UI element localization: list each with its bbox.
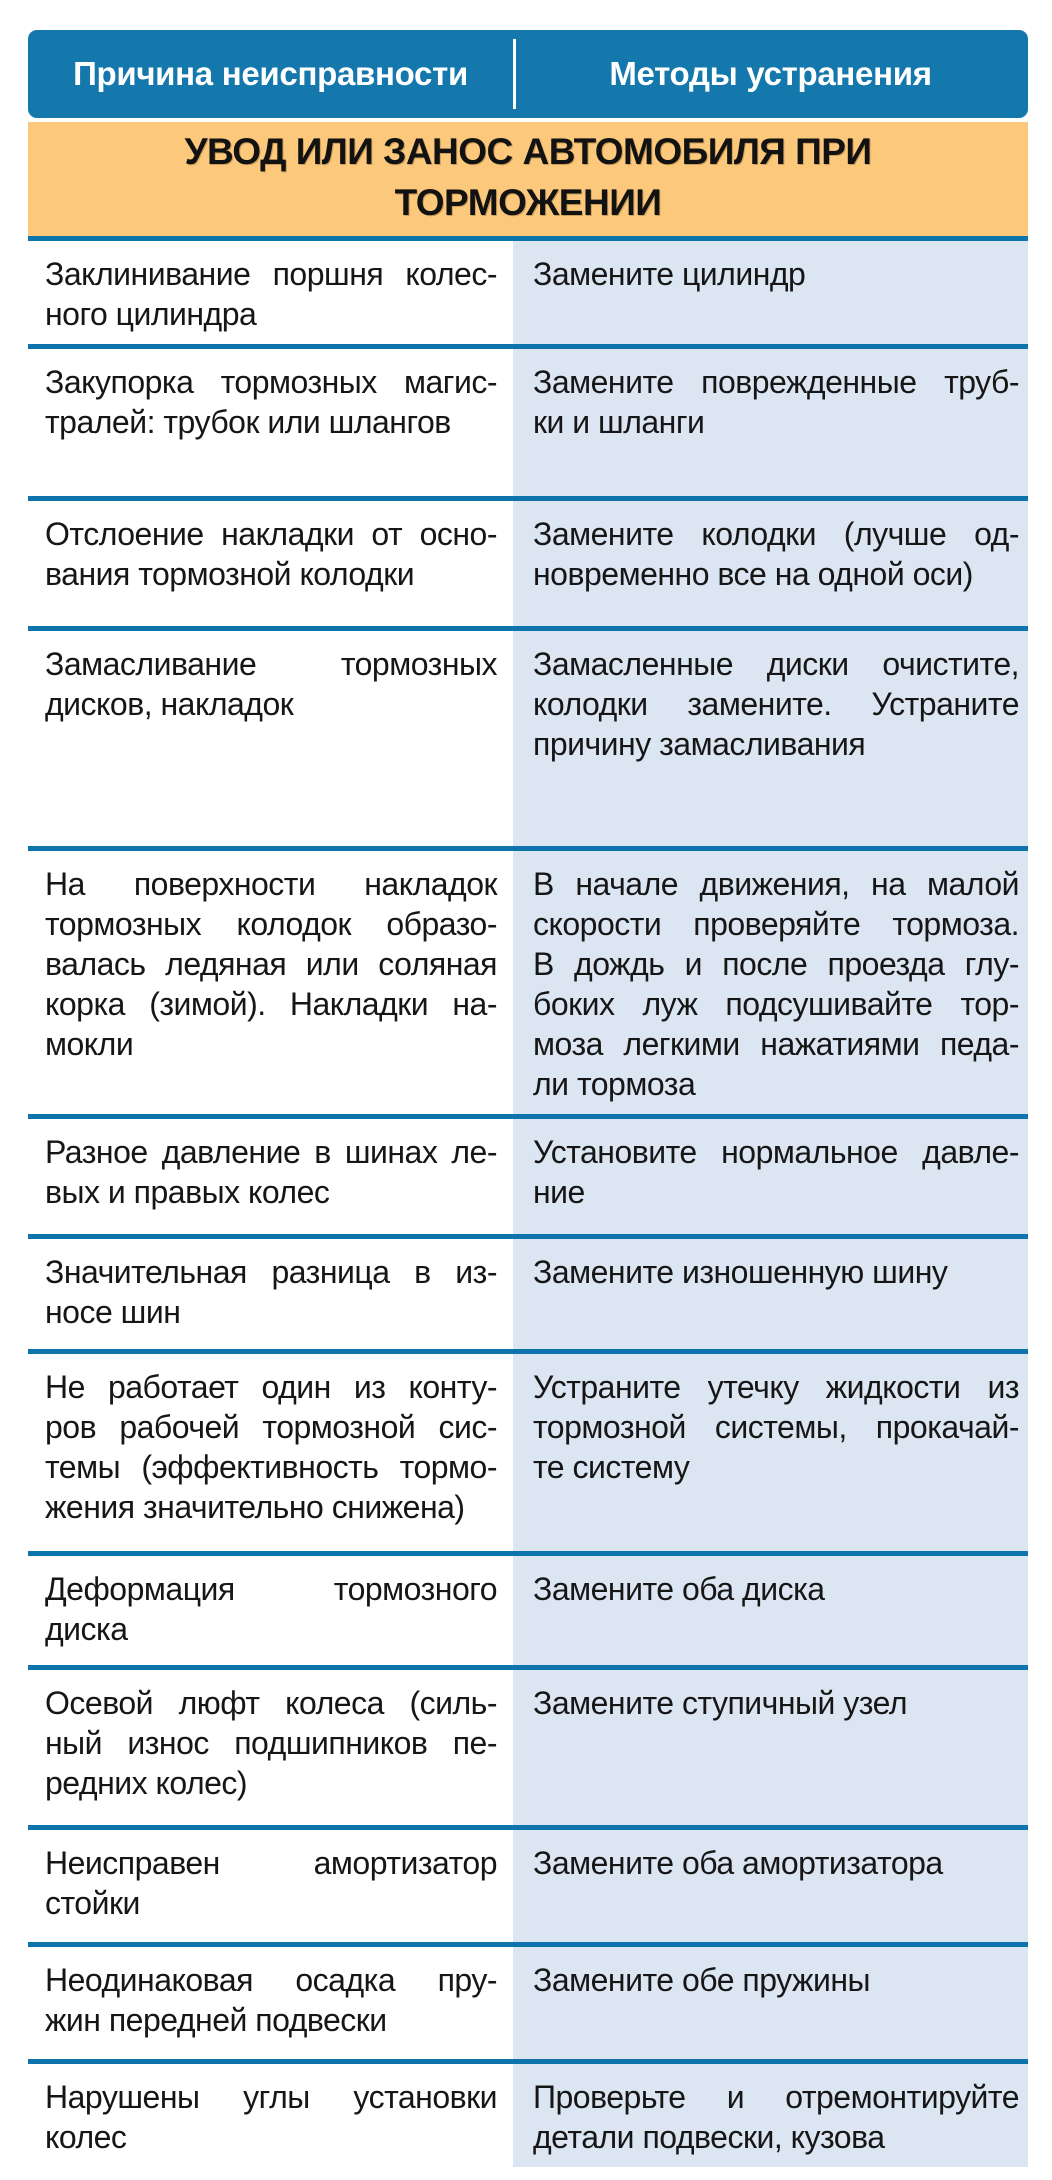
cause-text-line: темы (эффективность тормо- <box>45 1449 497 1485</box>
cause-cell <box>28 349 513 496</box>
remedy-text-line: Замасленные диски очистите, <box>533 646 1019 682</box>
section-header <box>28 122 1028 236</box>
remedy-cell <box>513 1119 1028 1234</box>
remedy-text-line: Замените оба диска <box>533 1571 825 1607</box>
cause-text-line: вых и правых колес <box>45 1174 330 1210</box>
cause-text-line: вания тормозной колодки <box>45 556 415 592</box>
cause-text-line: дисков, накладок <box>45 686 294 722</box>
remedy-text-line: Проверьте и отремонтируйте <box>533 2079 1019 2115</box>
troubleshooting-table <box>28 30 1028 2167</box>
table-row <box>28 1551 1028 1665</box>
cause-cell <box>28 2064 513 2167</box>
remedy-text-line: тормозной системы, прокачай- <box>533 1409 1019 1445</box>
remedy-text-line: моза легкими нажатиями педа- <box>533 1026 1019 1062</box>
cause-text-line: жения значительно снижена) <box>45 1489 465 1525</box>
cause-text-line: диска <box>45 1611 128 1647</box>
cause-cell <box>28 241 513 344</box>
table-body <box>28 236 1028 2167</box>
cause-text-line: Отслоение накладки от осно- <box>45 516 497 552</box>
remedy-cell <box>513 1556 1028 1665</box>
remedy-text-line: Устраните утечку жидкости из <box>533 1369 1019 1405</box>
table-row <box>28 1665 1028 1825</box>
cause-text-line: колес <box>45 2119 127 2155</box>
cause-text-line: Разное давление в шинах ле- <box>45 1134 497 1170</box>
cause-cell <box>28 851 513 1114</box>
remedy-text-line: В дождь и после проезда глу- <box>533 946 1019 982</box>
cause-text-line: валась ледяная или соляная <box>45 946 497 982</box>
remedy-cell <box>513 501 1028 626</box>
cause-cell <box>28 1354 513 1551</box>
remedy-cell <box>513 349 1028 496</box>
remedy-text-line: Замените колодки (лучше од- <box>533 516 1019 552</box>
cause-text-line: Деформация тормозного <box>45 1571 497 1607</box>
remedy-text-line: Замените ступичный узел <box>533 1685 907 1721</box>
cause-text-line: Заклинивание поршня колес- <box>45 256 497 292</box>
table-row <box>28 846 1028 1114</box>
cause-cell <box>28 1556 513 1665</box>
cause-cell <box>28 631 513 846</box>
remedy-cell <box>513 1354 1028 1551</box>
cause-text-line: тормозных колодок образо- <box>45 906 497 942</box>
remedy-text-line: ние <box>533 1174 585 1210</box>
cause-text-line: Не работает один из конту- <box>45 1369 497 1405</box>
cause-text-line: тралей: трубок или шлангов <box>45 404 451 440</box>
table-row <box>28 1114 1028 1234</box>
remedy-cell <box>513 2064 1028 2167</box>
table-row <box>28 1349 1028 1551</box>
cause-cell <box>28 1830 513 1942</box>
table-row <box>28 1825 1028 1942</box>
cause-text-line: Неодинаковая осадка пру- <box>45 1962 497 1998</box>
cause-cell <box>28 1119 513 1234</box>
cause-text-line: Закупорка тормозных магис- <box>45 364 497 400</box>
remedy-text-line: колодки замените. Устраните <box>533 686 1019 722</box>
remedy-text-line: ки и шланги <box>533 404 705 440</box>
cause-text-line: Осевой люфт колеса (силь- <box>45 1685 497 1721</box>
remedy-text-line: Замените изношенную шину <box>533 1254 948 1290</box>
remedy-cell <box>513 1830 1028 1942</box>
table-row <box>28 496 1028 626</box>
remedy-text-line: детали подвески, кузова <box>533 2119 885 2155</box>
cause-text-line: корка (зимой). Накладки на- <box>45 986 497 1022</box>
section-title-line: УВОД ИЛИ ЗАНОС АВТОМОБИЛЯ ПРИ <box>184 131 872 172</box>
cause-text-line: мокли <box>45 1026 134 1062</box>
table-row <box>28 626 1028 846</box>
table-row <box>28 236 1028 344</box>
remedy-cell <box>513 1670 1028 1825</box>
table-row <box>28 2059 1028 2167</box>
cause-text-line: ров рабочей тормозной сис- <box>45 1409 497 1445</box>
remedy-text-line: Замените цилиндр <box>533 256 806 292</box>
remedy-text-line: Замените оба амортизатора <box>533 1845 943 1881</box>
cause-text-line: Нарушены углы установки <box>45 2079 497 2115</box>
column-header-cause: Причина неисправности <box>73 55 468 92</box>
remedy-cell <box>513 631 1028 846</box>
header-column-divider <box>513 39 516 109</box>
remedy-text-line: причину замасливания <box>533 726 866 762</box>
cause-cell <box>28 1239 513 1349</box>
cause-text-line: носе шин <box>45 1294 181 1330</box>
remedy-cell <box>513 1239 1028 1349</box>
remedy-cell <box>513 851 1028 1114</box>
table-header-bar <box>28 30 1028 118</box>
cause-text-line: На поверхности накладок <box>45 866 497 902</box>
remedy-text-line: боких луж подсушивайте тор- <box>533 986 1019 1022</box>
remedy-text-line: ли тормоза <box>533 1066 696 1102</box>
table-row <box>28 1942 1028 2059</box>
cause-text-line: редних колес) <box>45 1765 248 1801</box>
remedy-text-line: Замените поврежденные труб- <box>533 364 1019 400</box>
cause-cell <box>28 501 513 626</box>
cause-text-line: стойки <box>45 1885 140 1921</box>
remedy-text-line: В начале движения, на малой <box>533 866 1019 902</box>
remedy-text-line: скорости проверяйте тормоза. <box>533 906 1019 942</box>
table-row <box>28 344 1028 496</box>
cause-text-line: ного цилиндра <box>45 296 257 332</box>
remedy-cell <box>513 241 1028 344</box>
remedy-text-line: Установите нормальное давле- <box>533 1134 1019 1170</box>
column-header-remedy: Методы устранения <box>609 55 932 92</box>
cause-cell <box>28 1670 513 1825</box>
cause-cell <box>28 1947 513 2059</box>
remedy-cell <box>513 1947 1028 2059</box>
cause-text-line: Неисправен амортизатор <box>45 1845 497 1881</box>
section-title-line: ТОРМОЖЕНИИ <box>394 182 662 223</box>
cause-text-line: Значительная разница в из- <box>45 1254 497 1290</box>
remedy-text-line: новременно все на одной оси) <box>533 556 973 592</box>
table-row <box>28 1234 1028 1349</box>
remedy-text-line: Замените обе пружины <box>533 1962 870 1998</box>
cause-text-line: жин передней подвески <box>45 2002 387 2038</box>
cause-text-line: Замасливание тормозных <box>45 646 497 682</box>
remedy-text-line: те систему <box>533 1449 690 1485</box>
cause-text-line: ный износ подшипников пе- <box>45 1725 497 1761</box>
